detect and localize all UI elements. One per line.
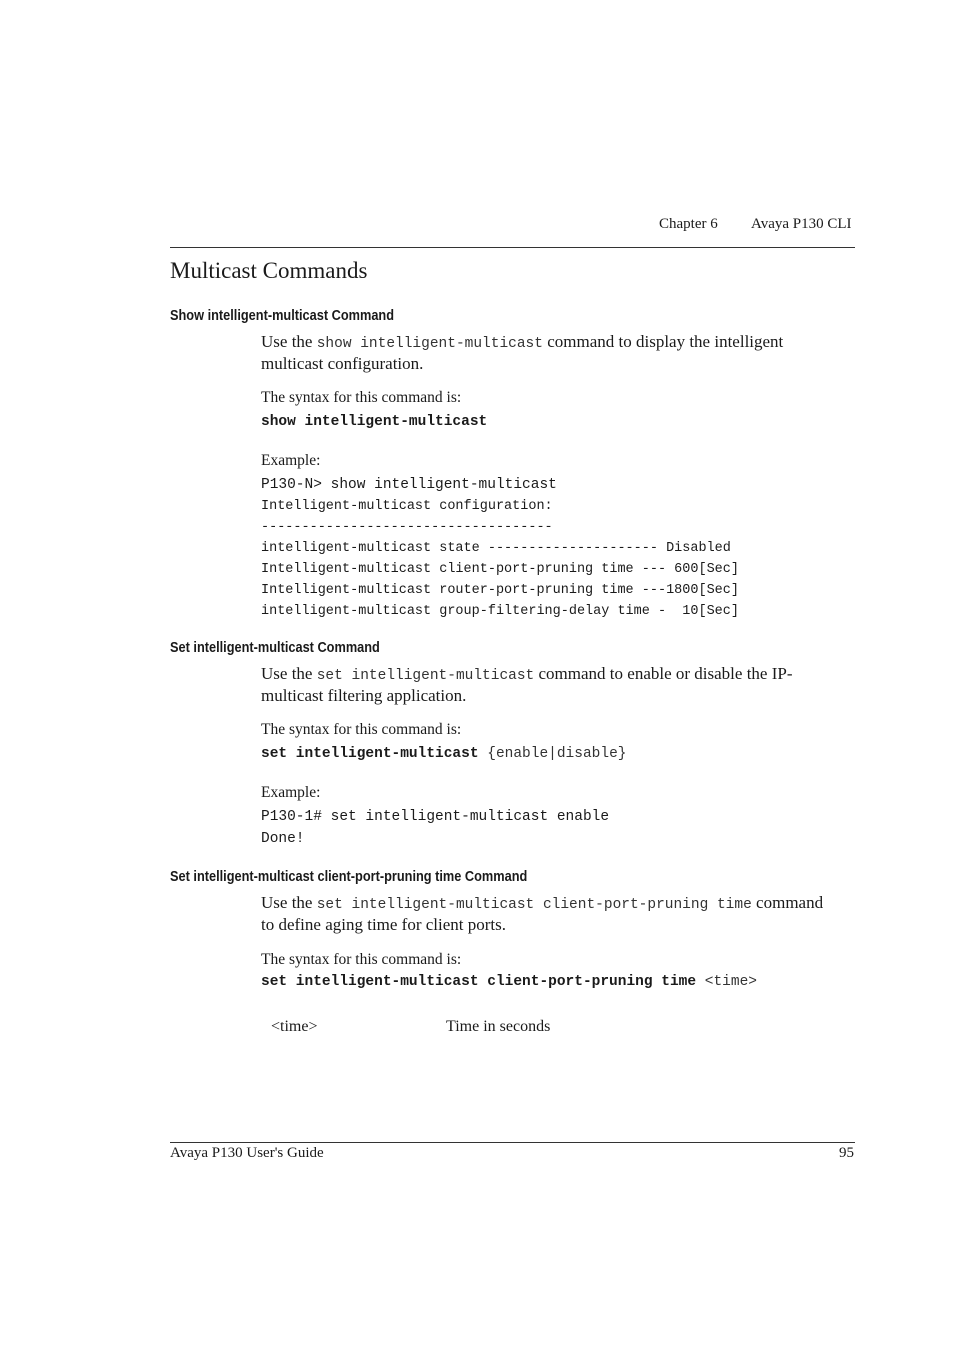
syntax-command: set intelligent-multicast {enable|disable}	[261, 746, 627, 762]
example-label: Example:	[261, 452, 321, 469]
example-line: Intelligent-multicast client-port-pruning time --- 600[Sec]	[261, 562, 739, 577]
page-number: 95	[839, 1145, 854, 1161]
example-line: Intelligent-multicast router-port-pruning time ---1800[Sec]	[261, 583, 739, 598]
example-label: Example:	[261, 784, 321, 801]
header-rule	[170, 247, 855, 248]
inline-command: set intelligent-multicast client-port-pruning time	[316, 897, 752, 913]
syntax-arguments: <time>	[696, 974, 757, 990]
heading-set-client-port-pruning-time: Set intelligent-multicast client-port-pruning time Command	[170, 869, 528, 885]
intro-paragraph: Use the show intelligent-multicast command to display the intelligent multicast configuration.	[261, 332, 784, 373]
heading-show-intelligent-multicast: Show intelligent-multicast Command	[170, 308, 395, 324]
header-chapter: Chapter 6	[659, 216, 718, 232]
example-line: P130-1# set intelligent-multicast enable	[261, 809, 610, 825]
syntax-label: The syntax for this command is:	[261, 389, 462, 406]
example-line: ------------------------------------	[261, 520, 553, 535]
syntax-command: set intelligent-multicast client-port-pruning time <time>	[261, 974, 757, 990]
intro-paragraph: Use the set intelligent-multicast client-port-pruning time command to define aging time for client ports.	[261, 893, 824, 934]
syntax-label: The syntax for this command is:	[261, 721, 462, 738]
param-description: Time in seconds	[446, 1018, 551, 1035]
example-line: intelligent-multicast group-filtering-delay time - 10[Sec]	[261, 604, 739, 619]
header-title: Avaya P130 CLI	[751, 216, 852, 232]
inline-command: set intelligent-multicast	[316, 668, 535, 684]
example-line: intelligent-multicast state --------------------- Disabled	[261, 541, 731, 556]
footer-rule	[170, 1142, 855, 1143]
syntax-arguments: {enable|disable}	[478, 746, 627, 762]
example-line: Done!	[261, 831, 305, 847]
param-name: <time>	[271, 1018, 318, 1035]
intro-paragraph: Use the set intelligent-multicast command to enable or disable the IP-multicast filtering application.	[261, 664, 793, 705]
inline-command: show intelligent-multicast	[316, 336, 543, 352]
footer-guide-title: Avaya P130 User's Guide	[170, 1145, 324, 1161]
section-title: Multicast Commands	[170, 258, 368, 283]
syntax-command: show intelligent-multicast	[261, 414, 488, 430]
example-line: P130-N> show intelligent-multicast	[261, 477, 557, 493]
heading-set-intelligent-multicast: Set intelligent-multicast Command	[170, 640, 380, 656]
syntax-label: The syntax for this command is:	[261, 951, 462, 968]
example-line: Intelligent-multicast configuration:	[261, 499, 553, 514]
